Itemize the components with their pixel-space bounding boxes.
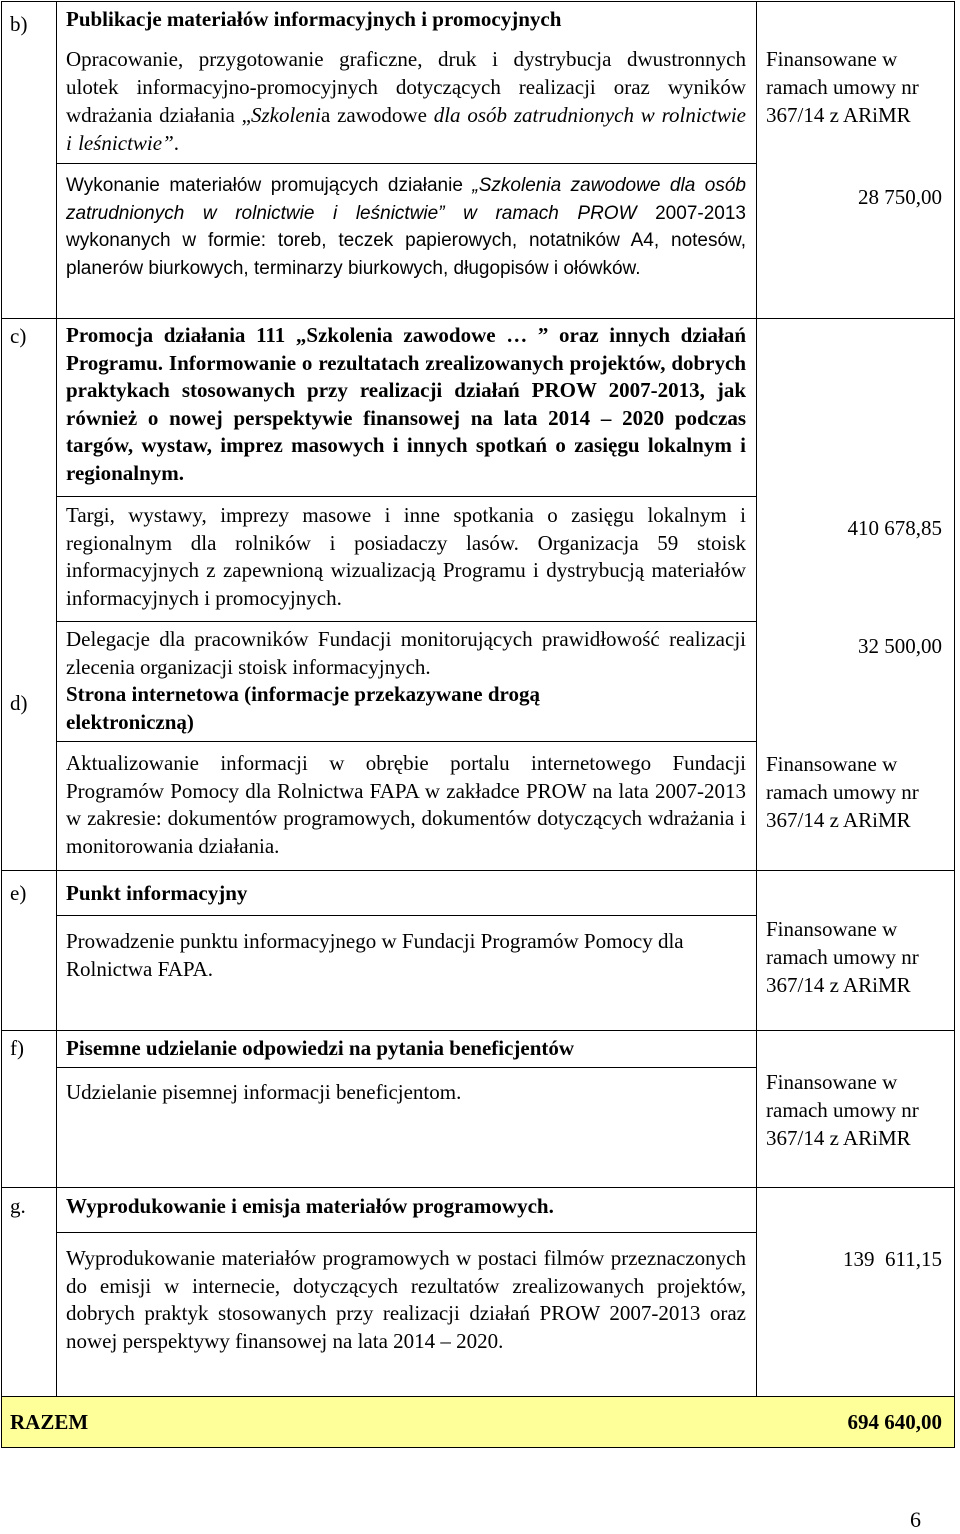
total-label: RAZEM — [10, 1410, 89, 1434]
row-e-sep1 — [56, 915, 756, 916]
row-d-sep1 — [56, 741, 756, 742]
row-c-item1-amount: 410 678,85 — [847, 516, 942, 540]
row-b-item2-amount: 28 750,00 — [858, 185, 942, 209]
table-border-left — [1, 1, 2, 1447]
page-number: 6 — [910, 1507, 921, 1532]
row-g-heading: Wyprodukowanie i emisja materiałów programowych. — [66, 1194, 554, 1218]
row-d-heading: Strona internetowa (informacje przekazywane drogą elektroniczną) — [66, 682, 540, 734]
row-g-item1-amount: 139 611,15 — [843, 1247, 942, 1271]
row-b-label: b) — [10, 12, 28, 36]
total-amount: 694 640,00 — [847, 1410, 942, 1434]
table-border-bottom — [1, 1447, 955, 1448]
row-b-item1-funding: Finansowane w ramach umowy nr 367/14 z ARiMR — [766, 47, 919, 127]
table-border-right — [954, 1, 955, 1447]
row-c-item1-text: Targi, wystawy, imprezy masowe i inne spotkania o zasięgu lokalnym i regionalnym dla rolników i posiadaczy lasów. Organizacja 59 stoisk informacyjnych z zapewnioną wizualizacją Programu i dystrybucją materiałów informacyjnych i promocyjnych. — [66, 503, 746, 610]
row-c-label: c) — [10, 324, 27, 348]
row-c-sep2 — [56, 621, 756, 622]
row-e-heading: Punkt informacyjny — [66, 881, 248, 905]
row-f-item1-text: Udzielanie pisemnej informacji beneficjentom. — [66, 1080, 462, 1104]
row-c-item2-text: Delegacje dla pracowników Fundacji monitorujących prawidłowość realizacji zlecenia organizacji stoisk informacyjnych. — [66, 627, 746, 679]
row-g-sep1 — [56, 1232, 756, 1233]
row-g-top — [1, 1187, 955, 1188]
row-c-top — [1, 318, 955, 319]
row-e-item1-text: Prowadzenie punktu informacyjnego w Fundacji Programów Pomocy dla Rolnictwa FAPA. — [66, 929, 684, 981]
row-b-sep1 — [56, 163, 756, 164]
row-g-item1-text: Wyprodukowanie materiałów programowych w postaci filmów przeznaczonych do emisji w internecie, dotyczących rezultatów zrealizowanych projektów, dobrych praktyk stosowanych przy realizacji działań PROW 2007-2013 oraz nowej perspektywy finansowej na lata 2014 – 2020. — [66, 1246, 746, 1353]
row-d-item1-funding: Finansowane w ramach umowy nr 367/14 z ARiMR — [766, 752, 919, 832]
row-d-item1-text: Aktualizowanie informacji w obrębie portalu internetowego Fundacji Programów Pomocy dla Rolnictwa FAPA w zakładce PROW na lata 2007-2013 w zakresie: dokumentów programowych, dokumentów dotyczących wdrażania i monitorowania działania. — [66, 751, 746, 858]
row-c-heading: Promocja działania 111 „Szkolenia zawodowe … ” oraz innych działań Programu. Informowanie o rezultatach zrealizowanych projektów, dobrych praktykach stosowanych przy realizacji działań PROW 2007-2013, jak również o nowej perspektywie finansowej na lata 2014 – 2020 podczas targów, wystaw, imprez masowych i innych spotkań o zasięgu lokalnym i regionalnym. — [66, 323, 746, 485]
row-c-item2-amount: 32 500,00 — [858, 634, 942, 658]
row-f-item1-funding: Finansowane w ramach umowy nr 367/14 z ARiMR — [766, 1070, 919, 1150]
row-d-label: d) — [10, 691, 28, 715]
row-f-heading: Pisemne udzielanie odpowiedzi na pytania beneficjentów — [66, 1036, 575, 1060]
row-b-item2-text: Wykonanie materiałów promujących działanie „Szkolenia zawodowe dla osób zatrudnionych w rolnictwie i leśnictwie” w ramach PROW 2007-2013 wykonanych w formie: toreb, teczek papierowych, notatników A4, notesów, planerów biurkowych, terminarzy biurkowych, długopisów i ołówków. — [66, 175, 746, 279]
table-border-top — [1, 1, 955, 2]
row-e-label: e) — [10, 881, 27, 905]
row-e-top — [1, 870, 955, 871]
row-f-label: f) — [10, 1036, 24, 1060]
row-f-top — [1, 1030, 955, 1031]
row-e-item1-funding: Finansowane w ramach umowy nr 367/14 z ARiMR — [766, 917, 919, 997]
row-f-sep1 — [56, 1067, 756, 1068]
row-b-heading: Publikacje materiałów informacyjnych i promocyjnych — [66, 7, 562, 31]
row-b-item1-text: Opracowanie, przygotowanie graficzne, druk i dystrybucja dwustronnych ulotek informacyjno-promocyjnych dotyczących realizacji oraz wyników wdrażania działania „Szkolenia zawodowe dla osób zatrudnionych w rolnictwie i leśnictwie”. — [66, 47, 746, 155]
row-c-sep1 — [56, 496, 756, 497]
row-g-label: g. — [10, 1194, 26, 1218]
